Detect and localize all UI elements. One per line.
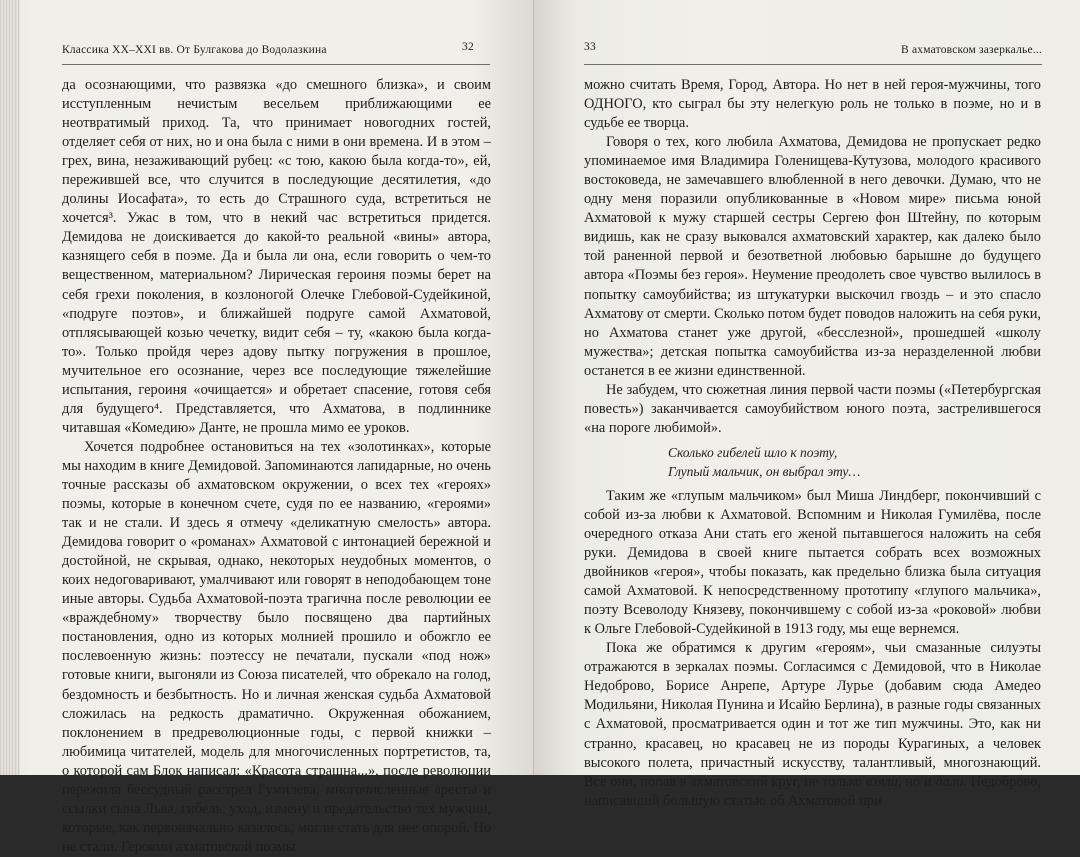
right-paragraph-4: Таким же «глупым мальчиком» был Миша Линдберг, покончивший с собой из-за любви к Ахматовой. Вспомним и Николая Гумилёва, после очередного отказа Ани стать его женой пытавшегося наложить на себя руки. Демидова в своей книге пытается собрать всех возможных двойников «героя», чтобы показать, как предельно близка была ситуация самой Ахматовой. К непосредственному прототипу «глупого мальчика», поэту Всеволоду Князеву, покончившему с собой из-за «роковой» любви к Ольге Глебовой-Судейкиной в 1913 году, мы еще вернемся. xyxy=(584,487,1041,638)
verse-line-2: Глупый мальчик, он выбрал эту… xyxy=(668,463,861,479)
paragraph-5-end: . Недоброво, написавший большую статью об Ахматовой при xyxy=(584,773,1041,809)
right-body-text xyxy=(584,76,1041,811)
paragraph-5-start: Пока же обратимся к другим «героям», чьи смазанные силуэты отражаются в зеркалах поэмы. Согласимся с Демидовой, что в Николае Недоброво, Борисе Анрепе, Артуре Лурье (добавим сюда Амедео Модильяни, Николая Пунина и Исайю Берлина), в разные годы связанных с Ахматовой, просматривается один и тот же тип мужчины. Это, как ни странно, красавец, но красавец не из породы Курагиных, а человек высокого полета, причастный искусству, талантливый, многознающий. Все они, попав в ахматовский круг, не только xyxy=(584,640,1041,790)
left-page xyxy=(0,0,534,855)
right-header-rule xyxy=(584,64,1042,65)
right-page xyxy=(534,0,1080,809)
italic-word-dali: дали xyxy=(935,773,964,790)
italic-word-vzyali: взяли xyxy=(866,773,898,790)
right-paragraph-5 xyxy=(584,639,1041,810)
left-running-head: Классика XX–XXI вв. От Булгакова до Водолазкина xyxy=(62,44,327,56)
left-paragraph-2: Хочется подробнее остановиться на тех «золотинках», которые мы находим в книге Демидовой. Запоминаются лапидарные, но очень точные рассказы об ахматовском окружении, о всех тех «героях» поэмы, которые в конечном счете, судя по ее названию, «героями» так и не стали. И здесь я отмечу «деликатную смелость» автора. Демидова говорит о «романах» Ахматовой с интонацией бережной и достойной, не скрывая, однако, некоторых неудобных моментов, о коих недоговаривают, умалчивают или говорят в неподобающем тоне иные авторы. Судьба Ахматовой-поэта трагична после революции ее «враждебному» творчеству было посвящено два партийных постановления, одно из которых молнией прошило и обожгло ее послевоенную жизнь: поэтессу не печатали, пускали «под нож» готовые книги, выгоняли из Союза писателей, что обрекало на голод, бездомность и безбытность. Но и личная женская судьба Ахматовой сложилась на редкость драматично. Окруженная обожанием, поклонением в предреволюционные годы, с первой книжки – любимица читателей, модель для многочисленных портретистов, та, о которой сам Блок написал: «Красота страшна...», после революции пережила бессудный расстрел Гумилёва, многочисленные аресты и ссылки сына Льва, гибель, уход, измену и предательство тех мужчин, которые, как первоначально казалось, могли стать для нее опорой. Но не стали. Героями ахматовской поэмы xyxy=(62,438,491,855)
paragraph-5-mid: , но и xyxy=(897,773,932,790)
right-paragraph-3: Не забудем, что сюжетная линия первой части поэмы («Петербургская повесть») заканчивается самоубийством юного поэта, застрелившегося «на пороге любимой». xyxy=(584,381,1041,436)
page-edges xyxy=(0,0,20,775)
left-paragraph-1: да осознающими, что развязка «до смешного близка», и своим исступленным нечистым весельем приближающими ее неотвратимый приход. Та, что принимает новогодних гостей, отделяет себя от них, но и она была с ними в они времена. И в этом – грех, вина, незаживающий рубец: «с тою, какою была когда-то», ей, пережившей все, что случится в последующие десятилетия, «до долины Иосафата», то есть до Страшного суда, встретиться не хочется³. Ужас в том, что в некий час встретиться придется. Демидова не доискивается до какой-то реальной «вины» автора, казнящего себя в поэме. Да и была ли она, если говорить о чем-то вещественном, материальном? Лирическая героиня поэмы берет на себя грехи поколения, в козлоногой Олечке Глебовой-Судейкиной, «подруге поэтов», и ближайшей подруге самой Ахматовой, отплясывающей козью чечетку, видит себя – ту, «какою была когда-то». Только пройдя через адову пытку погружения в прошлое, мучительное его осознание, через все последующие тяжелейшие испытания, героиня «очищается» и обретает спасение, готовя себя для будущего⁴. Представляется, что Ахматова, в подлиннике читавшая «Комедию» Данте, не прошла мимо ее уроков. xyxy=(62,77,491,436)
left-header-rule xyxy=(62,64,490,65)
right-paragraph-1: можно считать Время, Город, Автора. Но нет в ней героя-мужчины, того ОДНОГО, кто сыграл бы эту нелегкую роль не только в поэме, но и в судьбе ее творца. xyxy=(584,77,1041,132)
left-body-text xyxy=(62,76,491,857)
verse-quote xyxy=(668,443,1041,481)
right-running-head: В ахматовском зазеркалье... xyxy=(901,44,1042,56)
right-folio: 33 xyxy=(584,41,596,53)
left-folio: 32 xyxy=(462,41,474,53)
right-paragraph-2: Говоря о тех, кого любила Ахматова, Демидова не пропускает редко упоминаемое имя Владимира Голенищева-Кутузова, молодого красивого востоковеда, не замечавшего влюбленной в него девочки. Думаю, что не одну меня поразили опубликованные в «Новом мире» письма юной Ахматовой к мужу старшей сестры Сергею фон Штейну, по которым видишь, как не сразу выковался ахматовский характер, как далеко было той раненной первой и безответной любовью барышне до будущего автора «Поэмы без героя». Неумение преодолеть свое чувство вылилось в попытку самоубийства; из штукатурки выскочил гвоздь – и это спасло Ахматову от смерти. Сколько потом будет поводов наложить на себя руки, но Ахматова станет уже другой, «бесслезной», прошедшей «школу мужества»; детская попытка самоубийства из-за неразделенной любви останется в ее жизни единственной. xyxy=(584,134,1041,379)
verse-line-1: Сколько гибелей шло к поэту, xyxy=(668,444,838,460)
